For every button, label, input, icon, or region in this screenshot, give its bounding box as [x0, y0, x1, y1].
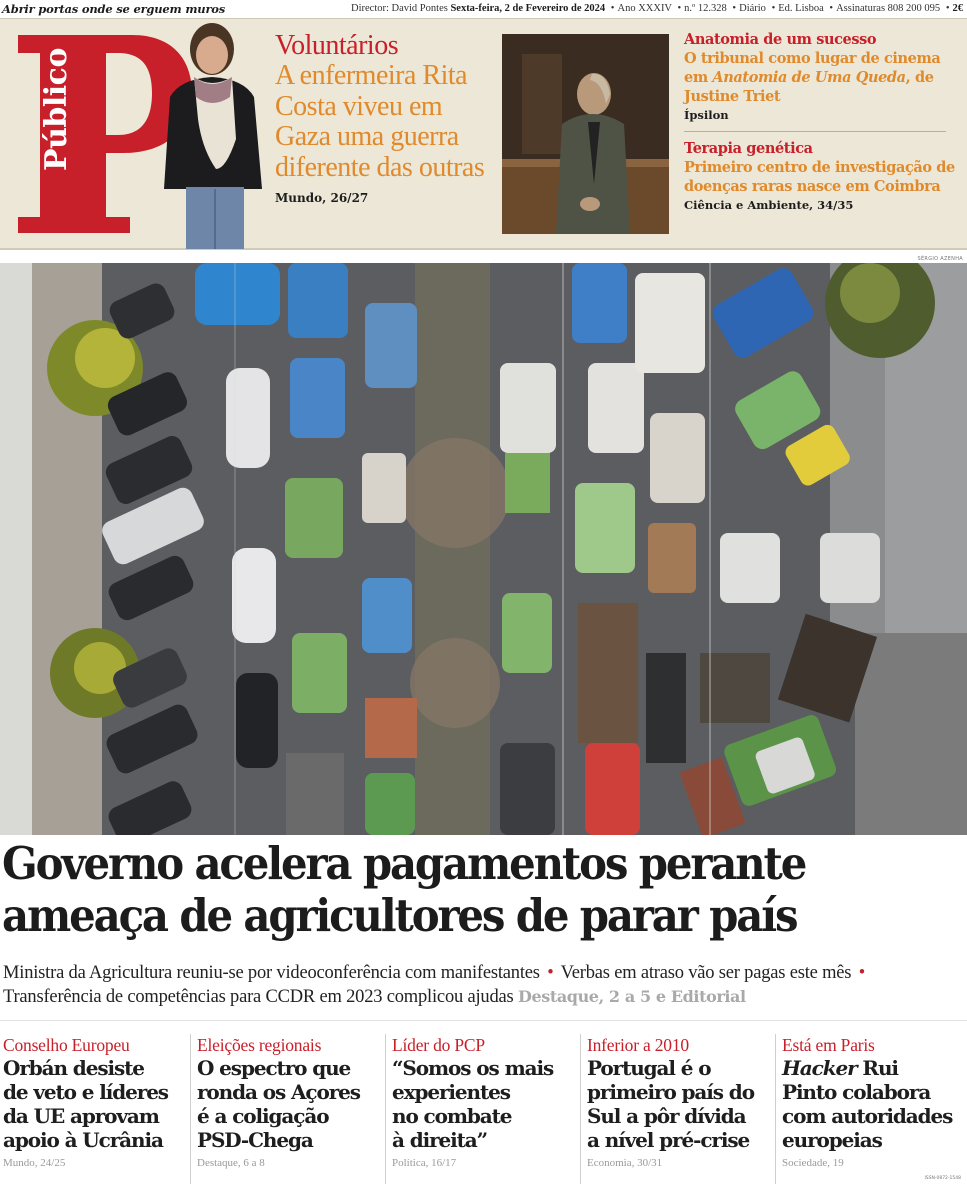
teaser-inferior-2010[interactable]	[580, 1034, 775, 1184]
film-still-photo	[502, 34, 669, 234]
frequency: Diário	[739, 3, 766, 14]
teaser-kicker: Eleições regionais	[197, 1035, 322, 1055]
price: 2€	[952, 3, 963, 14]
volunteer-portrait	[150, 19, 270, 249]
deck-item: Verbas em atraso vão ser pagas este mês	[560, 963, 852, 983]
bullet: •	[547, 963, 554, 983]
edition: Ed. Lisboa	[778, 3, 824, 14]
teaser-kicker: Inferior a 2010	[587, 1035, 689, 1055]
side-story-terapia[interactable]	[684, 140, 964, 212]
side-title: Primeiro centro de investigação de doenças raras nasce em Coimbra	[684, 159, 955, 195]
divider	[684, 131, 946, 132]
teaser-title: Hacker Rui Pinto colabora com autoridades europeias	[782, 1056, 953, 1152]
teaser-section: Sociedade, 19	[782, 1157, 844, 1169]
deck-item: Transferência de competências para CCDR em 2023 complicou ajudas	[3, 987, 514, 1007]
teaser-title: Portugal é o primeiro país do Sul a pôr dívida a nível pré-crise	[587, 1056, 754, 1152]
lead-section: Mundo, 26/27	[275, 191, 369, 205]
side-kicker: Anatomia de um sucesso	[684, 31, 877, 48]
teaser-kicker: Líder do PCP	[392, 1035, 485, 1055]
director: Director: David Pontes	[351, 3, 448, 14]
lead-title: A enfermeira Rita Costa viveu em Gaza uma guerra diferente das outras	[275, 60, 485, 183]
lead-story[interactable]	[275, 31, 500, 205]
main-headline[interactable]: Governo acelera pagamentos perante ameaça de agricultores de parar país	[2, 837, 806, 942]
teaser-eleicoes-regionais[interactable]	[190, 1034, 385, 1184]
issue-number: n.º 12.328	[684, 3, 727, 14]
teaser-conselho-europeu[interactable]	[0, 1034, 190, 1184]
teaser-lider-pcp[interactable]	[385, 1034, 580, 1184]
slogan: Abrir portas onde se erguem muros	[2, 1, 226, 16]
teaser-kicker: Está em Paris	[782, 1035, 875, 1055]
bullet: •	[858, 963, 866, 983]
side-kicker: Terapia genética	[684, 140, 813, 157]
divider	[0, 1020, 967, 1021]
issn-code: ISSN-0872-1548	[924, 1176, 961, 1181]
logo-wordmark: Público	[38, 47, 74, 171]
teaser-section: Economia, 30/31	[587, 1157, 663, 1169]
side-section: Ciência e Ambiente, 34/35	[684, 198, 854, 212]
teaser-kicker: Conselho Europeu	[3, 1035, 130, 1055]
top-info-strip	[0, 0, 967, 17]
subscriptions: Assinaturas 808 200 095	[836, 3, 941, 14]
teaser-esta-em-paris[interactable]	[775, 1034, 967, 1184]
teaser-section: Mundo, 24/25	[3, 1157, 66, 1169]
deck-reference: Destaque, 2 a 5 e Editorial	[517, 987, 746, 1006]
side-stories	[684, 31, 964, 212]
edition-info: Director: David Pontes Sexta-feira, 2 de Fevereiro de 2024 • Ano XXXIV • n.º 12.328 • Diário • Ed. Lisboa • Assinaturas 808 200 095 • 2€	[351, 3, 963, 14]
teaser-section: Destaque, 6 a 8	[197, 1157, 265, 1169]
masthead-band	[0, 18, 967, 250]
headline-deck	[3, 962, 967, 1009]
teaser-section: Política, 16/17	[392, 1157, 457, 1169]
lead-kicker: Voluntários	[275, 30, 399, 61]
teaser-row	[0, 1034, 967, 1184]
teaser-title: Orbán desiste de veto e líderes da UE aprovam apoio à Ucrânia	[3, 1056, 168, 1152]
main-photo-tractors	[0, 263, 967, 835]
teaser-title: “Somos os mais experientes no combate à direita”	[392, 1056, 554, 1152]
year: Ano XXXIV	[617, 3, 672, 14]
side-title: O tribunal como lugar de cinema em Anatomia de Uma Queda, de Justine Triet	[684, 50, 941, 105]
issue-date: Sexta-feira, 2 de Fevereiro de 2024	[450, 3, 606, 14]
side-section: Ípsilon	[684, 108, 729, 122]
side-story-anatomia[interactable]	[684, 31, 964, 122]
photo-credit: SÉRGIO AZENHA	[917, 256, 963, 262]
deck-item: Ministra da Agricultura reuniu-se por videoconferência com manifestantes	[3, 963, 540, 983]
teaser-title: O espectro que ronda os Açores é a coligação PSD-Chega	[197, 1056, 360, 1152]
